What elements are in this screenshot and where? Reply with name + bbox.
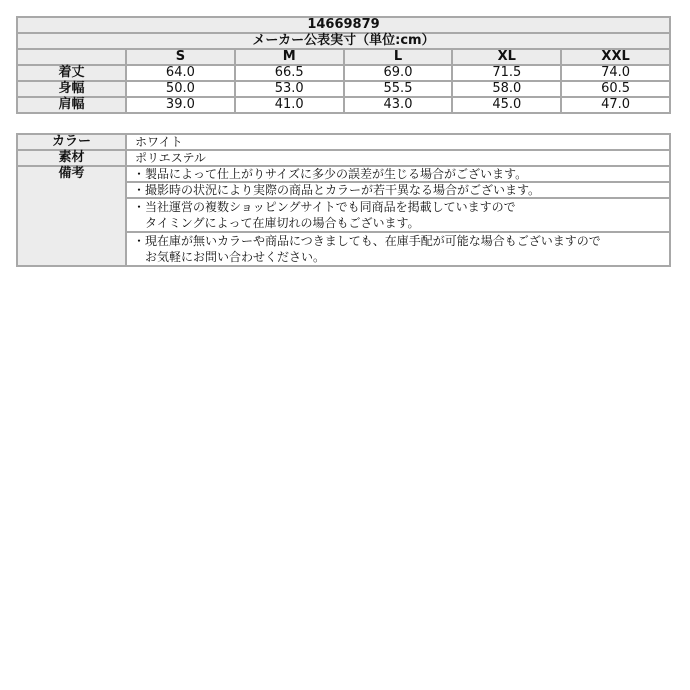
cell: 71.5: [452, 65, 561, 81]
note-line: ・当社運営の複数ショッピングサイトでも同商品を掲載していますので: [133, 200, 516, 214]
cell: 64.0: [126, 65, 235, 81]
row-label: 着丈: [17, 65, 126, 81]
size-header: XXL: [561, 49, 670, 65]
size-table-title: メーカー公表実寸（単位:cm）: [17, 33, 670, 49]
note-line: ・製品によって仕上がりサイズに多少の誤差が生じる場合がございます。: [133, 167, 528, 181]
cell: 50.0: [126, 81, 235, 97]
product-id: 14669879: [17, 17, 670, 33]
size-header: L: [344, 49, 453, 65]
table-row: [17, 81, 670, 97]
cell: 53.0: [235, 81, 344, 97]
size-header: S: [126, 49, 235, 65]
cell: 74.0: [561, 65, 670, 81]
note-line: お気軽にお問い合わせください。: [133, 250, 326, 264]
note-item: [126, 198, 670, 232]
cell: 39.0: [126, 97, 235, 113]
cell: 43.0: [344, 97, 453, 113]
size-header: M: [235, 49, 344, 65]
note-item: [126, 166, 670, 182]
cell: 45.0: [452, 97, 561, 113]
cell: 60.5: [561, 81, 670, 97]
cell: 58.0: [452, 81, 561, 97]
color-value: ホワイト: [126, 134, 670, 150]
note-line: ・撮影時の状況により実際の商品とカラーが若干異なる場合がございます。: [133, 183, 541, 197]
size-header-row: [17, 49, 670, 65]
material-label: 素材: [17, 150, 126, 166]
note-line: タイミングによって在庫切れの場合もございます。: [133, 216, 420, 230]
size-table: [16, 16, 671, 114]
table-row: [17, 65, 670, 81]
header-blank: [17, 49, 126, 65]
cell: 55.5: [344, 81, 453, 97]
color-label: カラー: [17, 134, 126, 150]
info-table: [16, 133, 671, 267]
cell: 47.0: [561, 97, 670, 113]
row-label: 身幅: [17, 81, 126, 97]
cell: 69.0: [344, 65, 453, 81]
notes-label: 備考: [17, 166, 126, 266]
cell: 41.0: [235, 97, 344, 113]
note-item: [126, 232, 670, 266]
note-item: [126, 182, 670, 198]
row-label: 肩幅: [17, 97, 126, 113]
material-value: ポリエステル: [126, 150, 670, 166]
table-row: [17, 97, 670, 113]
note-line: ・現在庫が無いカラーや商品につきましても、在庫手配が可能な場合もございますので: [133, 234, 601, 248]
size-header: XL: [452, 49, 561, 65]
cell: 66.5: [235, 65, 344, 81]
